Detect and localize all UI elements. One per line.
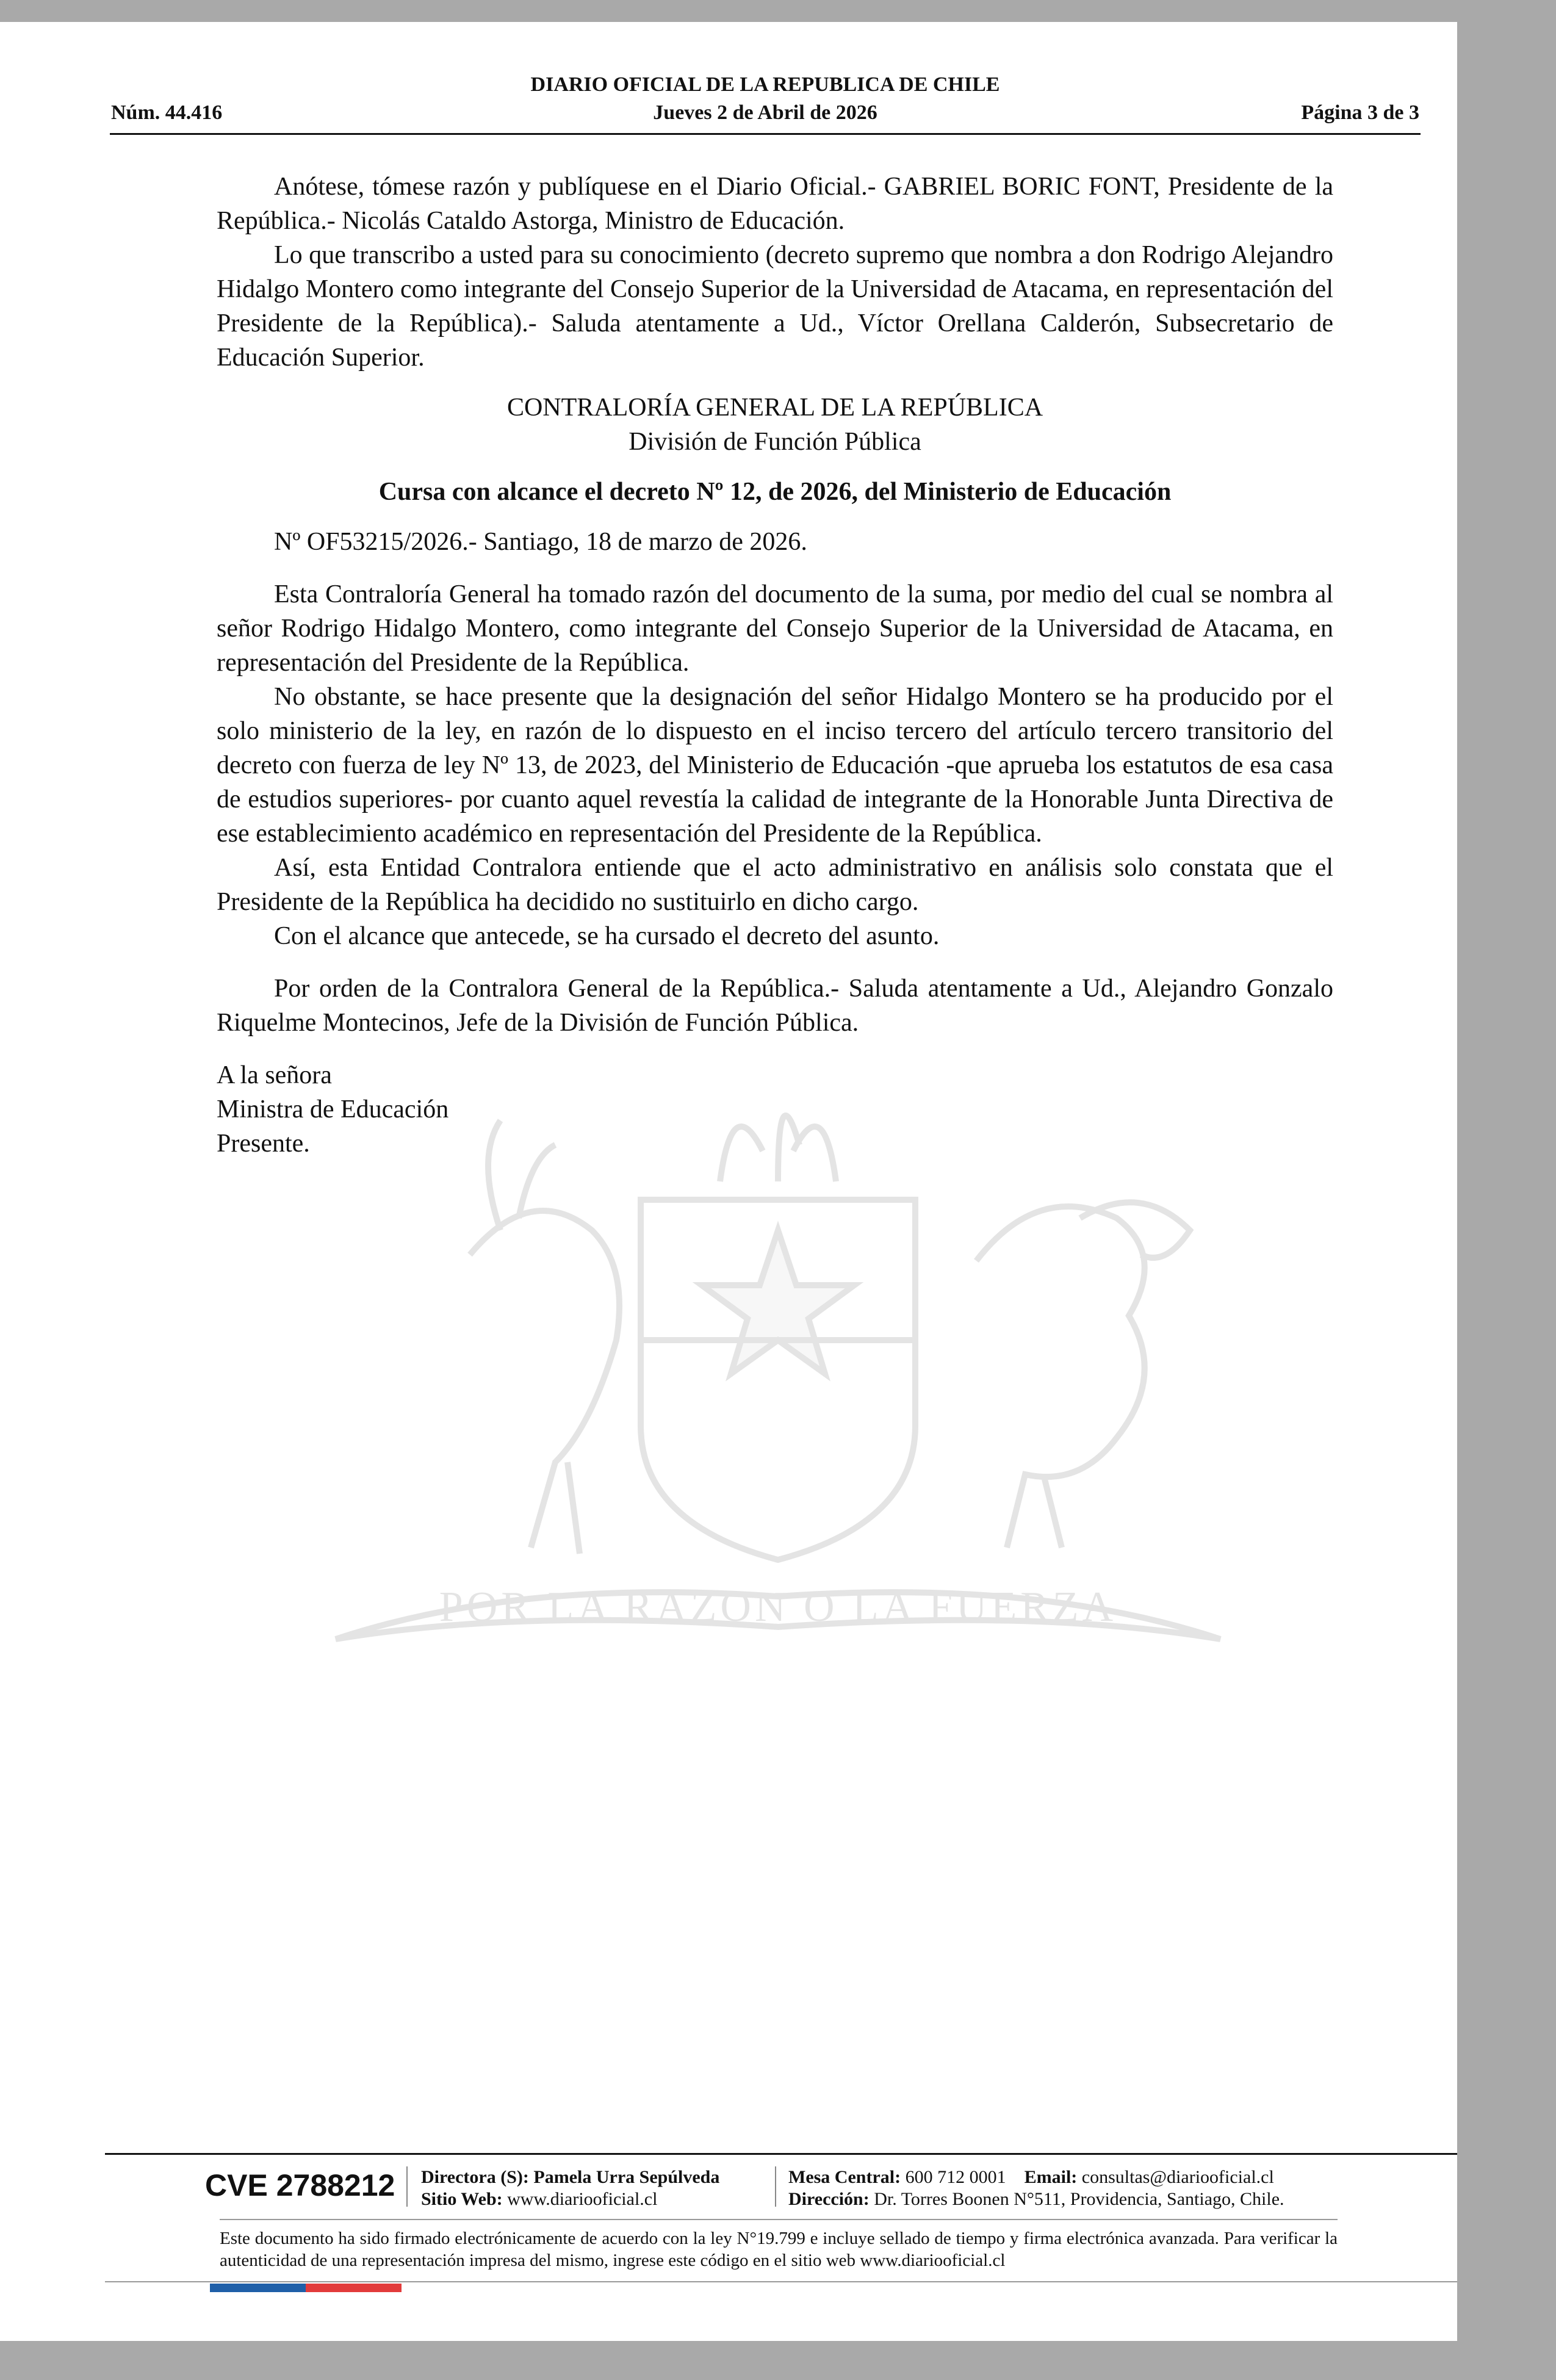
- footer-separator: [775, 2166, 776, 2207]
- paragraph-conclusion: Con el alcance que antecede, se ha cursado el decreto del asunto.: [274, 922, 940, 950]
- footer-divider: [105, 2153, 1457, 2155]
- addressee-line-2: Ministra de Educación: [217, 1095, 449, 1123]
- footer-separator: [406, 2166, 408, 2207]
- paragraph-interpretation: Así, esta Entidad Contralora entiende que el acto administrativo en análisis solo constata que el Presidente de la República ha decidido no sustituirlo en dicho cargo.: [217, 854, 1333, 916]
- paragraph-signature: Anótese, tómese razón y publíquese en el Diario Oficial.- GABRIEL BORIC FONT, Presidente de la República.- Nicolás Cataldo Astorga, Ministro de Educación.: [217, 173, 1333, 235]
- footer-divider: [220, 2219, 1338, 2220]
- document-body: [217, 170, 1333, 1161]
- flag-stripe: [210, 2284, 402, 2292]
- web-label: Sitio Web:: [421, 2189, 503, 2209]
- phone-label: Mesa Central:: [788, 2167, 901, 2187]
- cve-code: CVE 2788212: [205, 2168, 395, 2202]
- issue-date: Jueves 2 de Abril de 2026: [653, 101, 877, 124]
- legal-notice: Este documento ha sido firmado electrónicamente de acuerdo con la ley N°19.799 e incluye sellado de tiempo y firma electrónica avanzada. Para verificar la autenticidad de una representación impresa del mismo, ingrese este código en el sitio web www.diariooficial.cl: [220, 2229, 1338, 2270]
- addressee-line-1: A la señora: [217, 1061, 332, 1089]
- decree-title: Cursa con alcance el decreto Nº 12, de 2026, del Ministerio de Educación: [378, 478, 1172, 506]
- footer-divider: [105, 2281, 1457, 2282]
- paragraph-closing: Por orden de la Contralora General de la República.- Saluda atentamente a Ud., Alejandro Gonzalo Riquelme Montecinos, Jefe de la División de Función Pública.: [217, 975, 1333, 1037]
- gazette-title: DIARIO OFICIAL DE LA REPUBLICA DE CHILE: [530, 73, 1000, 96]
- header-divider: [110, 133, 1421, 135]
- address-label: Dirección:: [788, 2189, 870, 2209]
- director-name: Pamela Urra Sepúlveda: [533, 2167, 720, 2187]
- address-value: Dr. Torres Boonen N°511, Providencia, Santiago, Chile.: [874, 2189, 1284, 2209]
- web-link[interactable]: www.diariooficial.cl: [507, 2189, 658, 2209]
- flag-blue-segment: [210, 2284, 306, 2292]
- reference-line: Nº OF53215/2026.- Santiago, 18 de marzo de 2026.: [274, 528, 807, 556]
- division-name: División de Función Pública: [629, 428, 921, 456]
- institution-name: CONTRALORÍA GENERAL DE LA REPÚBLICA: [506, 394, 1043, 422]
- flag-red-segment: [306, 2284, 402, 2292]
- page-header: [110, 73, 1421, 146]
- watermark-motto: POR LA RAZON O LA FUERZA: [439, 1584, 1117, 1631]
- paragraph-review: Esta Contraloría General ha tomado razón del documento de la suma, por medio del cual se nombra al señor Rodrigo Hidalgo Montero, como integrante del Consejo Superior de la Universidad de Atacama, en representación del Presidente de la República.: [217, 580, 1333, 677]
- paragraph-transcription: Lo que transcribo a usted para su conocimiento (decreto supremo que nombra a don Rodrigo Alejandro Hidalgo Montero como integrante del Consejo Superior de la Universidad de Atacama, en representación del Presidente de la República).- Saluda atentamente a Ud., Víctor Orellana Calderón, Subsecretario de Educación Superior.: [217, 241, 1333, 372]
- email-link[interactable]: consultas@diariooficial.cl: [1081, 2167, 1274, 2187]
- paragraph-observation: No obstante, se hace presente que la designación del señor Hidalgo Montero se ha producido por el solo ministerio de la ley, en razón de lo dispuesto en el inciso tercero del artículo tercero transitorio del decreto con fuerza de ley Nº 13, de 2023, del Ministerio de Educación -que aprueba los estatutos de esa casa de estudios superiores- por cuanto aquel revestía la calidad de integrante de la Honorable Junta Directiva de ese establecimiento académico en representación del Presidente de la República.: [217, 683, 1333, 848]
- footer-director-column: [421, 2166, 719, 2210]
- email-label: Email:: [1024, 2167, 1078, 2187]
- phone-value: 600 712 0001: [905, 2167, 1006, 2187]
- footer-contact-column: [788, 2166, 1284, 2210]
- page-number: Página 3 de 3: [1301, 101, 1419, 124]
- addressee-line-3: Presente.: [217, 1130, 310, 1158]
- director-label: Directora (S):: [421, 2167, 529, 2187]
- issue-number: Núm. 44.416: [111, 101, 223, 124]
